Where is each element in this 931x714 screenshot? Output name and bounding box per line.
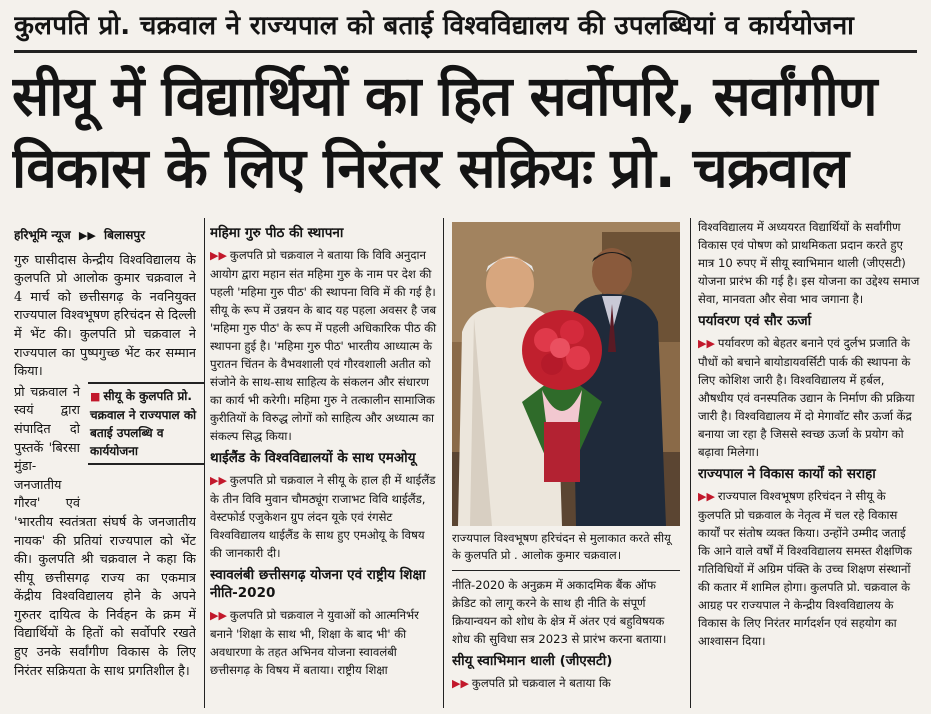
article-paragraph: ▶▶ कुलपति प्रो चक्रवाल ने बताया कि: [452, 676, 611, 690]
main-headline: [12, 60, 922, 204]
arrow-bullet-icon: ▶▶: [698, 337, 715, 350]
headline-line-1: सीयू में विद्यार्थियों का हित सर्वोपरि, सर्वांगीण: [12, 64, 877, 128]
article-paragraph: ▶▶ पर्यावरण को बेहतर बनाने एवं दुर्लभ प्रजाति के पौधों को बचाने बायोडायवर्सिटी पार्क की स्थापना के लिए कोशिश जारी है। विश्वविद्यालय में हर्बल, औषधीय एवं वनस्पतिक उद्यान के निर्माण की प्रक्रिया जारी है। विश्वविद्यालय में दो मेगावॉट सौर ऊर्जा केंद्र बनाया जा रहा है जिससे स्वच्छ ऊर्जा के प्रयोग को बढ़ावा मिलेगा।: [698, 336, 915, 459]
arrow-bullet-icon: ▶▶: [698, 490, 715, 503]
arrow-bullet-icon: ▶▶: [210, 474, 227, 487]
square-bullet-icon: ■: [90, 390, 101, 403]
subheading: स्वावलंबी छत्तीसगढ़ योजना एवं राष्ट्रीय शिक्षा नीति-2020: [210, 567, 426, 601]
news-photo: [452, 222, 680, 526]
article-paragraph: विश्वविद्यालय में अध्ययरत विद्यार्थियों के सर्वांगीण विकास एवं पोषण को प्राथमिकता प्रदान करते हुए मात्र 10 रुपए में सीयू स्वाभिमान थाली (जीएसटी) योजना प्रारंभ की गई है। इस योजना का उद्देश्य समाज सेवा, मानवता और सेवा भाव जगाना है।: [698, 220, 920, 306]
pullquote: [88, 382, 204, 465]
arrow-bullet-icon: ▶▶: [210, 249, 227, 262]
article-paragraph: ▶▶ कुलपति प्रो चक्रवाल ने बताया कि विवि अनुदान आयोग द्वारा महान संत महिमा गुरु के नाम पर देश की पहली 'महिमा गुरु पीठ' की स्थापना विवि में की गई है। सीयू के रूप में उन्नयन के बाद यह पहला अवसर है जब 'महिमा गुरु पीठ' के रूप में पहली अधिकारिक पीठ की स्थापना हुई है। 'महिमा गुरु पीठ' भारतीय आध्यात्म के पुरातन चिंतन के वैभवशाली एवं गौरवशाली अतीत को संजोने के साथ-साथ साहित्य के संकलन और संधारण का कार्य भी करेगी। महिमा गुरु ने तत्कालीन सामाजिक कुरीतियों के विरुद्ध लोगों को साहित्य और अध्यात्म का संकल्प सिद्ध किया।: [210, 248, 437, 443]
article-paragraph: प्रो चक्रवाल ने स्वयं द्वारा संपादित दो पुस्तकें 'बिरसा मुंडा- जनजातीय गौरव' एवं 'भारतीय स्वतंत्रता संघर्ष के जनजातीय नायक' की प्रतियां राज्यपाल को भेंट की। कुलपति श्री चक्रवाल ने कहा कि सीयू छत्तीसगढ़ राज्य का एकमात्र केंद्रीय विश्वविद्यालय होने के अपने गुरुतर दायित्व के निर्वहन के क्रम में विद्यार्थियों के हितों को सर्वोपरि रखते हुए उनके सर्वांगीण विकास के लिए निरंतर सक्रियता के साथ प्रगतिशील है।: [14, 384, 196, 679]
column-divider: [204, 218, 205, 708]
byline-arrow-icon: ▶▶: [78, 229, 96, 242]
column-divider: [690, 218, 691, 708]
subheading: राज्यपाल ने विकास कार्यों को सराहा: [698, 466, 876, 482]
pullquote-text: सीयू के कुलपति प्रो. चक्रवाल ने राज्यपाल को बताई उपलब्धि व कार्ययोजना: [90, 389, 197, 458]
arrow-bullet-icon: ▶▶: [452, 677, 469, 690]
article-paragraph: नीति-2020 के अनुक्रम में अकादमिक बैंक ऑफ क्रेडिट को लागू करने के साथ ही नीति के संपूर्ण क्रियान्वयन को शोध के क्षेत्र में अंतर एवं बहुविषयक शोध की सुविधा सत्र 2023 से प्रारंभ करना बताया।: [452, 578, 667, 646]
headline-line-2: विकास के लिए निरंतर सक्रियः प्रो. चक्रवाल: [12, 136, 849, 200]
caption-divider: [452, 570, 680, 571]
article-column-3: [452, 576, 680, 708]
photo-caption: राज्यपाल विश्वभूषण हरिचंदन से मुलाकात करते सीयू के कुलपति प्रो . आलोक कुमार चक्रवाल।: [452, 531, 671, 562]
byline-source: हरिभूमि न्यूज: [14, 228, 71, 242]
arrow-bullet-icon: ▶▶: [210, 609, 227, 622]
article-paragraph: ▶▶ कुलपति प्रो चक्रवाल ने युवाओं को आत्मनिर्भर बनाने 'शिक्षा के साथ भी, शिक्षा के बाद भी' की अवधारणा के तहत अभिनव योजना स्वावलंबी छत्तीसगढ़ के विषय में बताया। राष्ट्रीय शिक्षा: [210, 608, 419, 677]
article-paragraph: ▶▶ राज्यपाल विश्वभूषण हरिचंदन ने सीयू के कुलपति प्रो चक्रवाल के नेतृत्व में चल रहे विकास कार्यों पर संतोष व्यक्त किया। उन्होंने उम्मीद जताई कि आने वाले वर्षों में विश्वविद्यालय समस्त शैक्षणिक गतिविधियों में अग्रिम पंक्ति के उच्च शिक्षण संस्थानों की कतार में शामिल होगा। कुलपति प्रो. चक्रवाल के आग्रह पर राज्यपाल ने केन्द्रीय विश्वविद्यालय के विकास के लिए निरंतर मार्गदर्शन एवं सहयोग का आश्वासन दिया।: [698, 489, 912, 648]
article-column-1: [14, 226, 196, 708]
column-divider: [443, 218, 444, 708]
subheading: थाईलैंड के विश्वविद्यालयों के साथ एमओयू: [210, 450, 416, 466]
photo-illustration: [452, 222, 680, 526]
article-column-4: [698, 218, 920, 708]
subheading: महिमा गुरु पीठ की स्थापना: [210, 225, 344, 241]
article-paragraph: ▶▶ कुलपति प्रो चक्रवाल ने सीयू के हाल ही में थाईलैंड के तीन विवि मुवान चौमठ्यूंग राजाभट विवि थाईलैंड, वेस्टफोर्ड एजुकेशन ग्रुप लंदन यूके एवं रंगसेट विश्वविद्यालय थाईलैंड के साथ हुए एमओयू के विषय की जानकारी दी।: [210, 473, 436, 560]
byline-place: बिलासपुर: [104, 228, 146, 242]
subheading: पर्यावरण एवं सौर ऊर्जा: [698, 313, 812, 329]
byline: [14, 226, 196, 246]
subheading: सीयू स्वाभिमान थाली (जीएसटी): [452, 653, 613, 669]
article-column-2: [210, 220, 438, 708]
kicker-headline: कुलपति प्रो. चक्रवाल ने राज्यपाल को बताई विश्वविद्यालय की उपलब्धियां व कार्ययोजना: [14, 6, 917, 53]
article-paragraph: गुरु घासीदास केन्द्रीय विश्वविद्यालय के कुलपति प्रो आलोक कुमार चक्रवाल ने 4 मार्च को छत्तीसगढ़ के नवनियुक्त राज्यपाल विश्वभूषण हरिचंदन से दिल्ली में भेंट की। कुलपति प्रो चक्रवाल ने राज्यपाल का पुष्पगुच्छ भेंट कर सम्मान किया।: [14, 252, 196, 380]
